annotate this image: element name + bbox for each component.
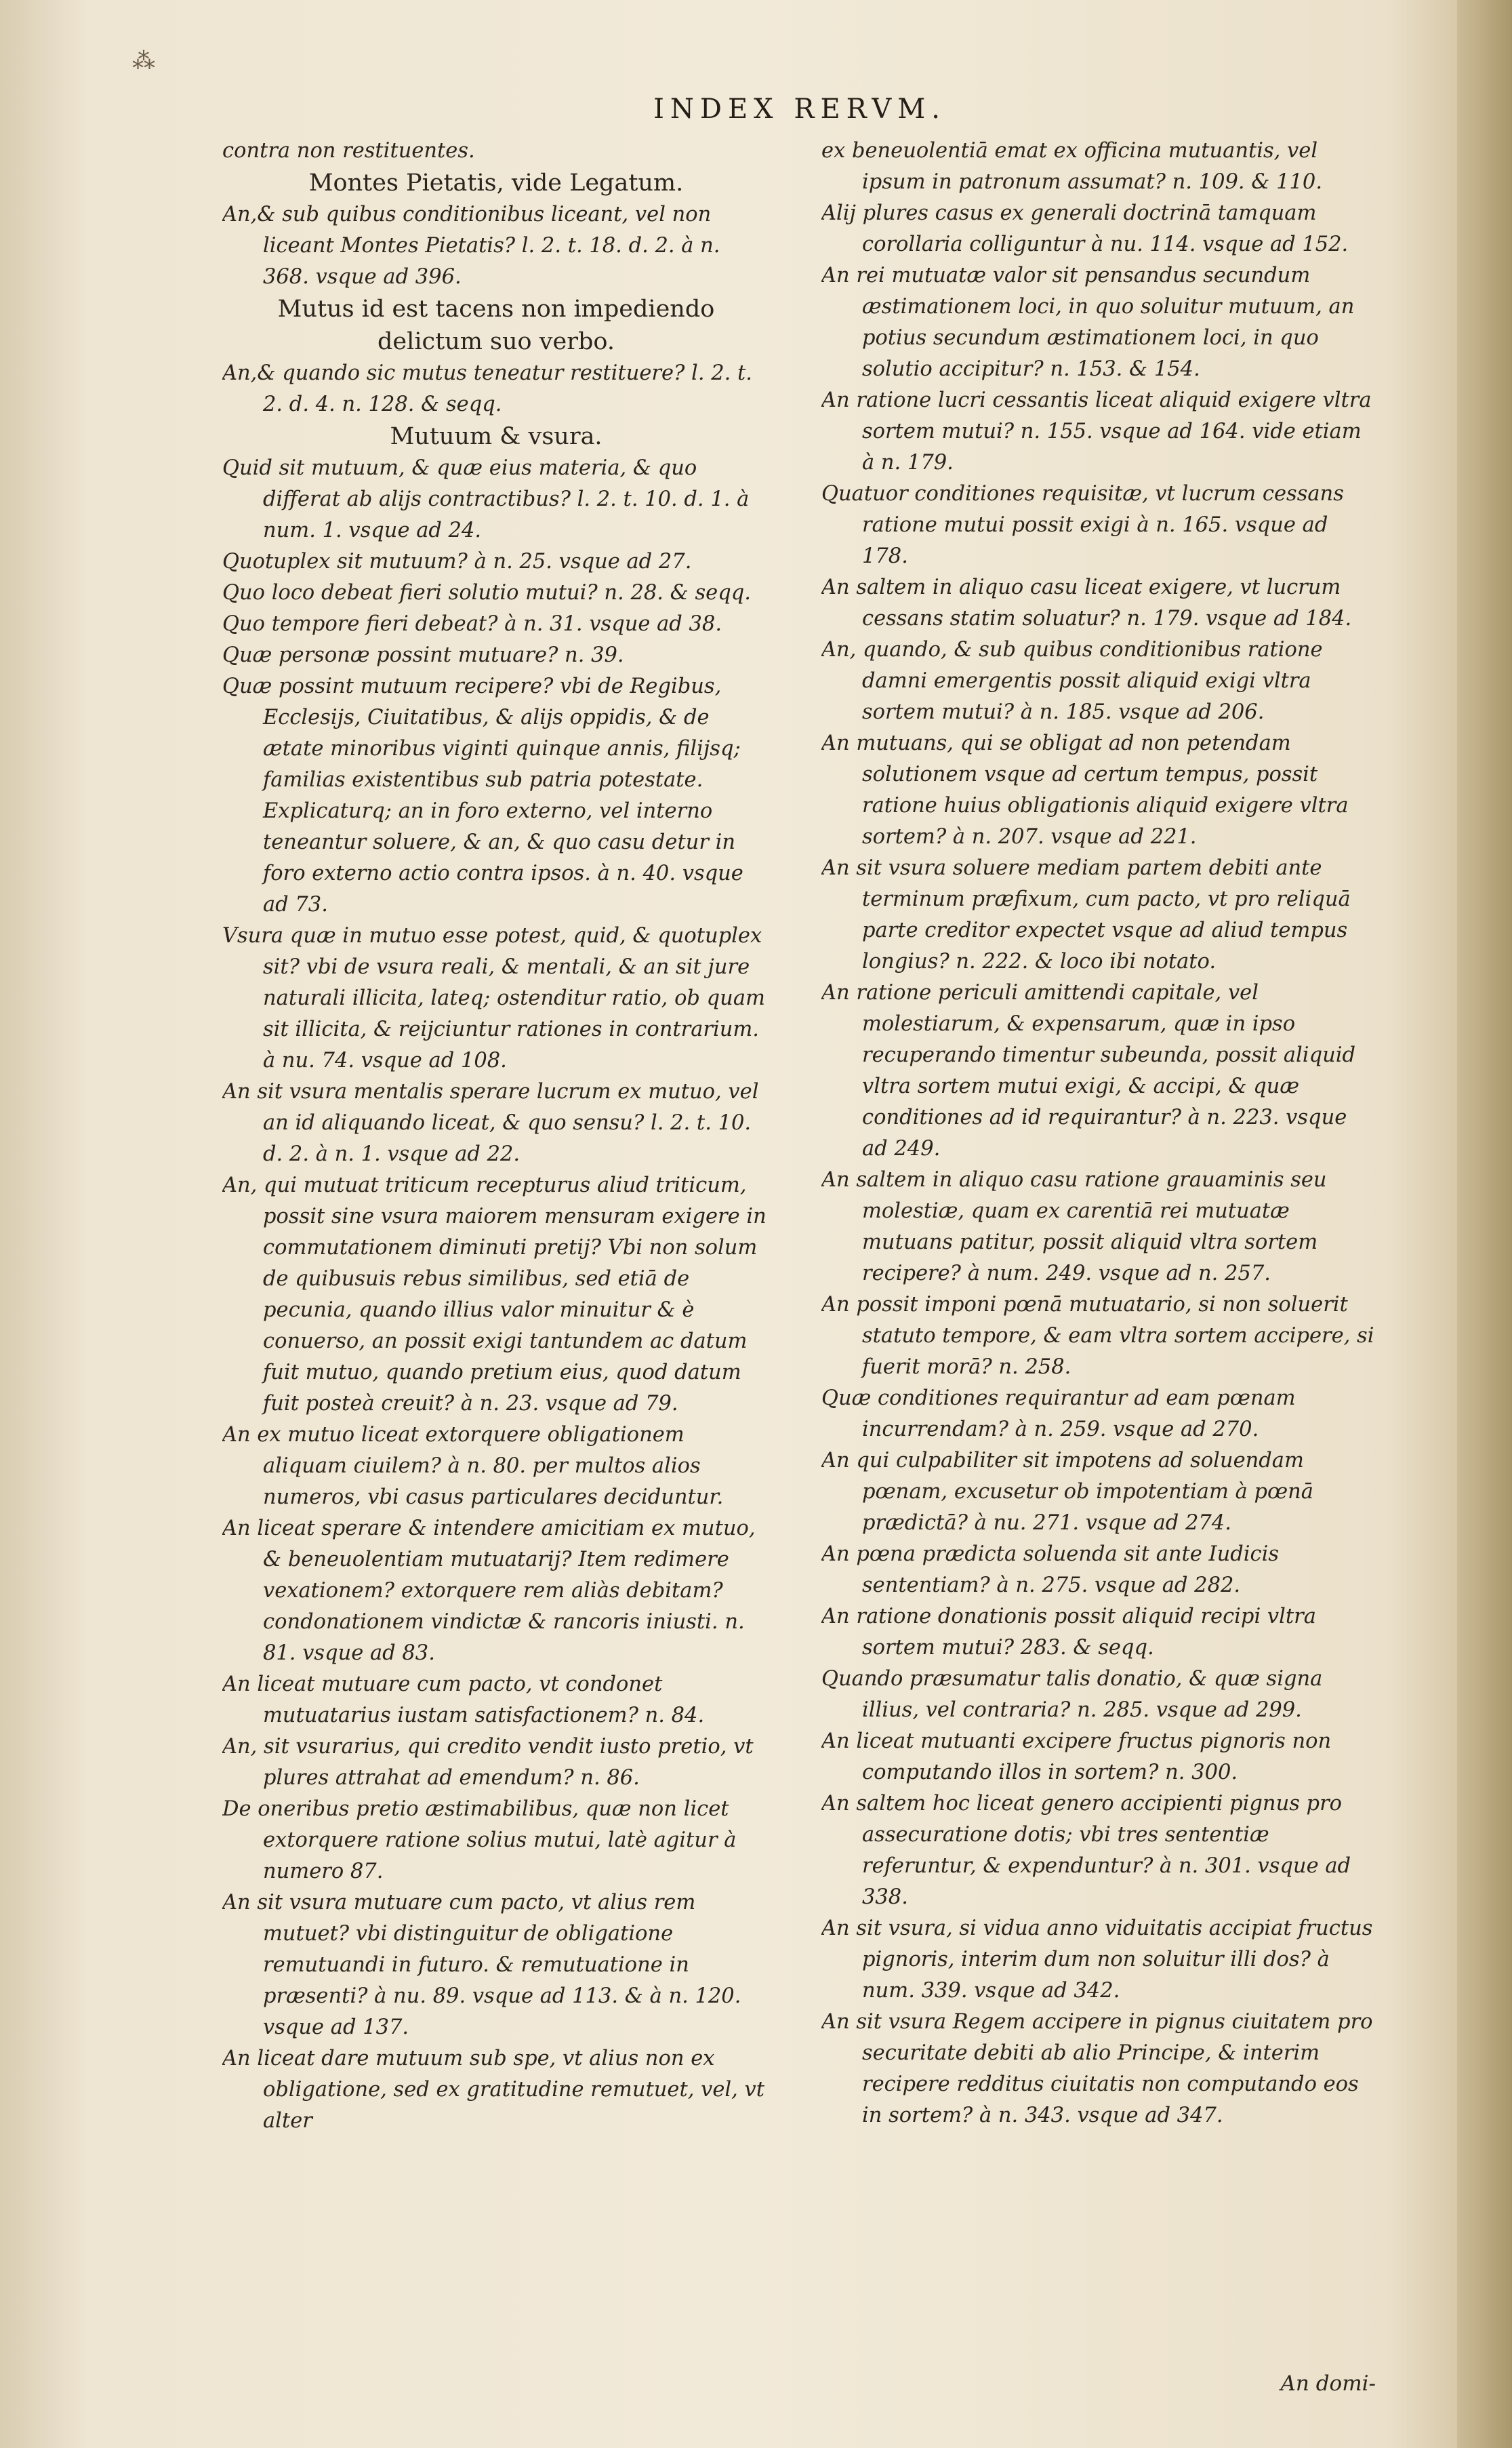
index-entry: An liceat dare mutuum sub spe, vt alius non ex obligatione, sed ex gratitudine remutuet, vel, vt alter	[222, 2047, 764, 2133]
index-entry: An sit vsura soluere mediam partem debiti ante terminum præfixum, cum pacto, vt pro reliquā parte creditor expectet vsque ad aliud tempus longius? n. 222. & loco ibi notato.	[821, 856, 1351, 974]
index-entry: Quæ conditiones requirantur ad eam pœnam incurrendam? à n. 259. vsque ad 270.	[821, 1386, 1296, 1441]
index-entry: Quatuor conditiones requisitæ, vt lucrum cessans ratione mutui possit exigi à n. 165. vsque ad 178.	[821, 482, 1344, 568]
index-entry: An, sit vsurarius, qui credito vendit iusto pretio, vt plures attrahat ad emendum? n. 86.	[222, 1735, 754, 1790]
index-entry: An,& quando sic mutus teneatur restituere? l. 2. t. 2. d. 4. n. 128. & seqq.	[222, 361, 752, 416]
index-entry: An mutuans, qui se obligat ad non petendam solutionem vsque ad certum tempus, possit ratione huius obligationis aliquid exigere vltra sortem? à n. 207. vsque ad 221.	[821, 731, 1349, 849]
index-entry: An saltem hoc liceat genero accipienti pignus pro assecuratione dotis; vbi tres sententiæ referuntur, & expenduntur? à n. 301. vsque ad 338.	[821, 1792, 1351, 1909]
index-entry: Quando præsumatur talis donatio, & quæ signa illius, vel contraria? n. 285. vsque ad 299.	[821, 1667, 1323, 1722]
index-entry: An pœna prædicta soluenda sit ante Iudicis sententiam? à n. 275. vsque ad 282.	[821, 1542, 1279, 1597]
index-entry: An liceat sperare & intendere amicitiam ex mutuo, & beneuolentiam mutuatarij? Item redimere vexationem? extorquere rem aliàs debitam? condonationem vindictæ & rancoris iniusti. n. 81. vsque ad 83.	[222, 1517, 756, 1665]
index-entry: contra non restituentes.	[222, 139, 475, 163]
index-entry: Quæ personæ possint mutuare? n. 39.	[222, 643, 624, 667]
right-column	[821, 136, 1377, 2325]
ornament: ⁂	[132, 47, 154, 75]
index-entry: An possit imponi pœnā mutuatario, si non soluerit statuto tempore, & eam vltra sortem accipere, si fuerit morā? n. 258.	[821, 1293, 1374, 1379]
index-entry: ex beneuolentiā emat ex officina mutuantis, vel ipsum in patronum assumat? n. 109. & 110.	[821, 139, 1323, 194]
index-entry: An rei mutuatæ valor sit pensandus secundum æstimationem loci, in quo soluitur mutuum, an potius secundum æstimationem loci, in quo solutio accipitur? n. 153. & 154.	[821, 264, 1355, 381]
index-entry: An sit vsura mentalis sperare lucrum ex mutuo, vel an id aliquando liceat, & quo sensu? l. 2. t. 10. d. 2. à n. 1. vsque ad 22.	[222, 1080, 759, 1166]
index-entry: An sit vsura Regem accipere in pignus ciuitatem pro securitate debiti ab alio Principe, & interim recipere redditus ciuitatis non computando eos in sortem? à n. 343. vsque ad 347.	[821, 2010, 1373, 2127]
index-entry: An ratione donationis possit aliquid recipi vltra sortem mutui? 283. & seqq.	[821, 1605, 1316, 1660]
index-entry: Quo loco debeat fieri solutio mutui? n. 28. & seqq.	[222, 581, 751, 605]
index-entry: Vsura quæ in mutuo esse potest, quid, & quotuplex sit? vbi de vsura reali, & mentali, & an sit jure naturali illicita, lateq; ostenditur ratio, ob quam sit illicita, & reijciuntur rationes in contrarium. à nu. 74. vsque ad 108.	[222, 924, 765, 1072]
index-entry: An ratione lucri cessantis liceat aliquid exigere vltra sortem mutui? n. 155. vsque ad 164. vide etiam à n. 179.	[821, 388, 1372, 475]
index-entry: An sit vsura, si vidua anno viduitatis accipiat fructus pignoris, interim dum non soluitur illi dos? à num. 339. vsque ad 342.	[821, 1917, 1373, 2003]
index-heading: Mutuum & vsura.	[390, 423, 602, 450]
index-entry: An, qui mutuat triticum recepturus aliud triticum, possit sine vsura maiorem mensuram exigere in commutationem diminuti pretij? Vbi non solum de quibusuis rebus similibus, sed etiā de pecunia, quando illius valor minuitur & è conuerso, an possit exigi tantundem ac datum fuit mutuo, quando pretium eius, quod datum fuit posteà creuit? à n. 23. vsque ad 79.	[222, 1173, 767, 1416]
index-entry: An, quando, & sub quibus conditionibus ratione damni emergentis possit aliquid exigi vltra sortem mutui? à n. 185. vsque ad 206.	[821, 638, 1323, 724]
index-entry: Alij plures casus ex generali doctrinā tamquam corollaria colliguntur à nu. 114. vsque ad 152.	[821, 201, 1349, 256]
index-entry: Quo tempore fieri debeat? à n. 31. vsque ad 38.	[222, 612, 722, 636]
index-entry: Quid sit mutuum, & quæ eius materia, & quo differat ab alijs contractibus? l. 2. t. 10. d. 1. à num. 1. vsque ad 24.	[222, 456, 750, 542]
left-column	[222, 136, 770, 2325]
page-header: INDEX RERVM.	[653, 94, 946, 125]
index-entry: Quotuplex sit mutuum? à n. 25. vsque ad 27.	[222, 550, 692, 574]
index-entry: An saltem in aliquo casu liceat exigere, vt lucrum cessans statim soluatur? n. 179. vsque ad 184.	[821, 576, 1352, 630]
index-entry: De oneribus pretio æstimabilibus, quæ non licet extorquere ratione solius mutui, latè agitur à numero 87.	[222, 1797, 737, 1883]
index-heading: Montes Pietatis, vide Legatum.	[308, 169, 684, 197]
index-heading: Mutus id est tacens non impediendo delictum suo verbo.	[277, 296, 715, 355]
index-entry: An ratione periculi amittendi capitale, vel molestiarum, & expensarum, quæ in ipso recuperando timentur subeunda, possit aliquid vltra sortem mutui exigi, & accipi, & quæ conditiones ad id requirantur? à n. 223. vsque ad 249.	[821, 981, 1356, 1161]
index-entry: An liceat mutuare cum pacto, vt condonet mutuatarius iustam satisfactionem? n. 84.	[222, 1672, 705, 1727]
index-entry: An sit vsura mutuare cum pacto, vt alius rem mutuet? vbi distinguitur de obligatione remutuandi in futuro. & remutuatione in præsenti? à nu. 89. vsque ad 113. & à n. 120. vsque ad 137.	[222, 1891, 741, 2039]
index-entry: Quæ possint mutuum recipere? vbi de Regibus, Ecclesijs, Ciuitatibus, & alijs oppidis, & de ætate minoribus viginti quinque annis, filijsq; familias existentibus sub patria potestate. Explicaturq; an in foro externo, vel interno teneantur soluere, & an, & quo casu detur in foro externo actio contra ipsos. à n. 40. vsque ad 73.	[222, 675, 743, 917]
index-entry: An liceat mutuanti excipere fructus pignoris non computando illos in sortem? n. 300.	[821, 1729, 1332, 1784]
index-entry: An,& sub quibus conditionibus liceant, vel non liceant Montes Pietatis? l. 2. t. 18. d. 2. à n. 368. vsque ad 396.	[222, 203, 720, 289]
page-edge	[1457, 0, 1512, 2448]
index-entry: An saltem in aliquo casu ratione grauaminis seu molestiæ, quam ex carentiā rei mutuatæ mutuans patitur, possit aliquid vltra sortem recipere? à num. 249. vsque ad n. 257.	[821, 1168, 1327, 1285]
catchword: An domi-	[1280, 2371, 1376, 2396]
index-entry: An qui culpabiliter sit impotens ad soluendam pœnam, excusetur ob impotentiam à pœnā prædictā? à nu. 271. vsque ad 274.	[821, 1449, 1313, 1535]
index-entry: An ex mutuo liceat extorquere obligationem aliquam ciuilem? à n. 80. per multos alios numeros, vbi casus particulares deciduntur.	[222, 1423, 724, 1509]
